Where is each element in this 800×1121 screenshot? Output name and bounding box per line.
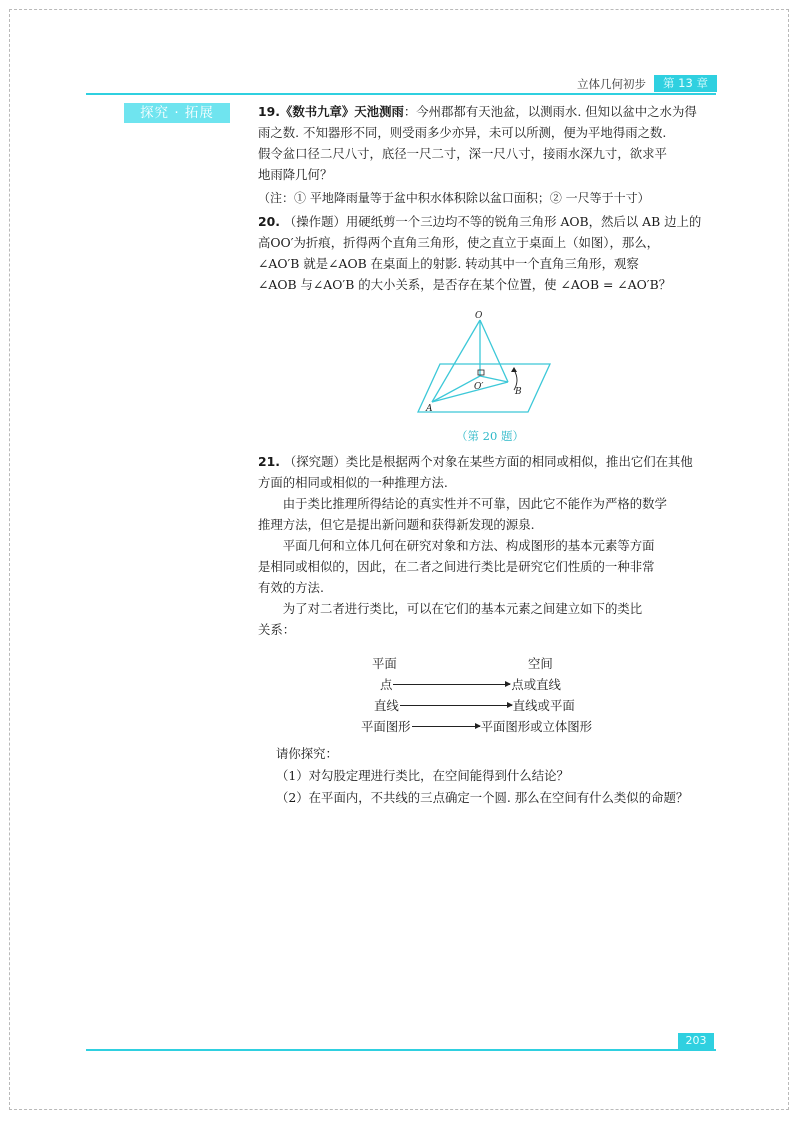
q19-title: 《数书九章》天池测雨 [279, 104, 404, 119]
q21-para3-line-2: 是相同或相似的，因此，在二者之间进行类比是研究它们性质的一种非常 [258, 559, 655, 574]
q21-content [258, 451, 728, 640]
analogy-row-left: 点 [380, 677, 393, 692]
label-O: O [475, 311, 483, 321]
chapter-tag: 第 13 章 [654, 75, 717, 92]
q20-text-1: （操作题）用硬纸剪一个三边均不等的锐角三角形 AOB，然后以 AB 边上的 [283, 214, 702, 229]
arrow-icon [412, 726, 480, 727]
analogy-row [380, 674, 561, 694]
q21-line-2: 方面的相同或相似的一种推理方法. [258, 475, 448, 490]
right-angle-mark [478, 370, 484, 375]
q20-line-2: 高OO′为折痕，折得两个直角三角形，使之直立于桌面上（如图），那么， [258, 235, 660, 250]
label-A: A [426, 404, 433, 414]
analogy-left-header: 平面 [372, 656, 397, 671]
analogy-row [361, 716, 592, 736]
q19-number: 19. [258, 104, 280, 119]
label-B: B [515, 387, 522, 397]
q21-para4-line-2: 关系： [258, 622, 296, 637]
q19-line-4: 地雨降几何？ [258, 167, 333, 182]
analogy-row-right: 平面图形或立体图形 [480, 719, 593, 734]
analogy-row-left: 直线 [374, 698, 399, 713]
q21-text-1: （探究题）类比是根据两个对象在某些方面的相同或相似，推出它们在其他 [283, 454, 693, 469]
q21-ask: 请你探究： [276, 746, 338, 761]
q21-part-1: （1）对勾股定理进行类比，在空间能得到什么结论？ [276, 768, 569, 783]
q21-para3-line-1: 平面几何和立体几何在研究对象和方法、构成图形的基本元素等方面 [282, 538, 655, 553]
q20-figure [410, 310, 560, 445]
figure-caption: （第 20 题） [456, 429, 524, 443]
header-rule [86, 93, 716, 95]
chapter-title: 立体几何初步 [577, 76, 646, 91]
footer-rule [86, 1049, 716, 1051]
q21-para2-line-2: 推理方法，但它是提出新问题和获得新发现的源泉. [258, 517, 535, 532]
q20-number: 20. [258, 214, 280, 229]
arrow-icon [400, 705, 512, 706]
q20-line-4: ∠AOB 与∠AO′B 的大小关系，是否存在某个位置，使 ∠AOB = ∠AO′B？ [258, 277, 672, 292]
q21-part-2: （2）在平面内，不共线的三点确定一个圆. 那么在空间有什么类似的命题？ [276, 790, 689, 805]
analogy-right-header: 空间 [528, 656, 553, 671]
q20-line-1 [258, 211, 728, 232]
q21-line-1 [258, 451, 728, 472]
edge-O-prime-B [480, 376, 508, 382]
rotation-arrow-head [511, 367, 517, 372]
analogy-row-right: 直线或平面 [512, 698, 575, 713]
q19-line-3: 假令盆口径二尺八寸，底径一尺二寸，深一尺八寸，接雨水深九寸，欲求平 [258, 146, 667, 161]
page-number: 203 [678, 1033, 714, 1049]
q19-text-1: ：今州郡都有天池盆，以测雨水. 但知以盆中之水为得 [403, 104, 697, 119]
q21-para3-line-3: 有效的方法. [258, 580, 324, 595]
label-O-prime: O′ [474, 382, 484, 392]
q21-para2-line-1: 由于类比推理所得结论的真实性并不可靠，因此它不能作为严格的数学 [282, 496, 667, 511]
q21-para4-line-1: 为了对二者进行类比，可以在它们的基本元素之间建立如下的类比 [282, 601, 643, 616]
q19-line-2: 雨之数. 不知器形不同，则受雨多少亦异，未可以所测，便为平地得雨之数. [258, 125, 667, 140]
q20-line-3: ∠AO′B 就是∠AOB 在桌面上的射影. 转动其中一个直角三角形，观察 [258, 256, 639, 271]
section-tag: 探究 · 拓展 [124, 103, 230, 123]
q19-line-1 [258, 101, 728, 122]
problem-content [258, 101, 728, 295]
edge-AB [432, 382, 508, 402]
arrow-icon [393, 684, 510, 685]
chapter-header [571, 75, 717, 92]
analogy-row-right: 点或直线 [511, 677, 561, 692]
analogy-row-left: 平面图形 [361, 719, 411, 734]
q19-note: （注：① 平地降雨量等于盆中积水体积除以盆口面积；② 一尺等于十寸） [258, 191, 650, 205]
analogy-row [374, 695, 575, 715]
q21-number: 21. [258, 454, 280, 469]
